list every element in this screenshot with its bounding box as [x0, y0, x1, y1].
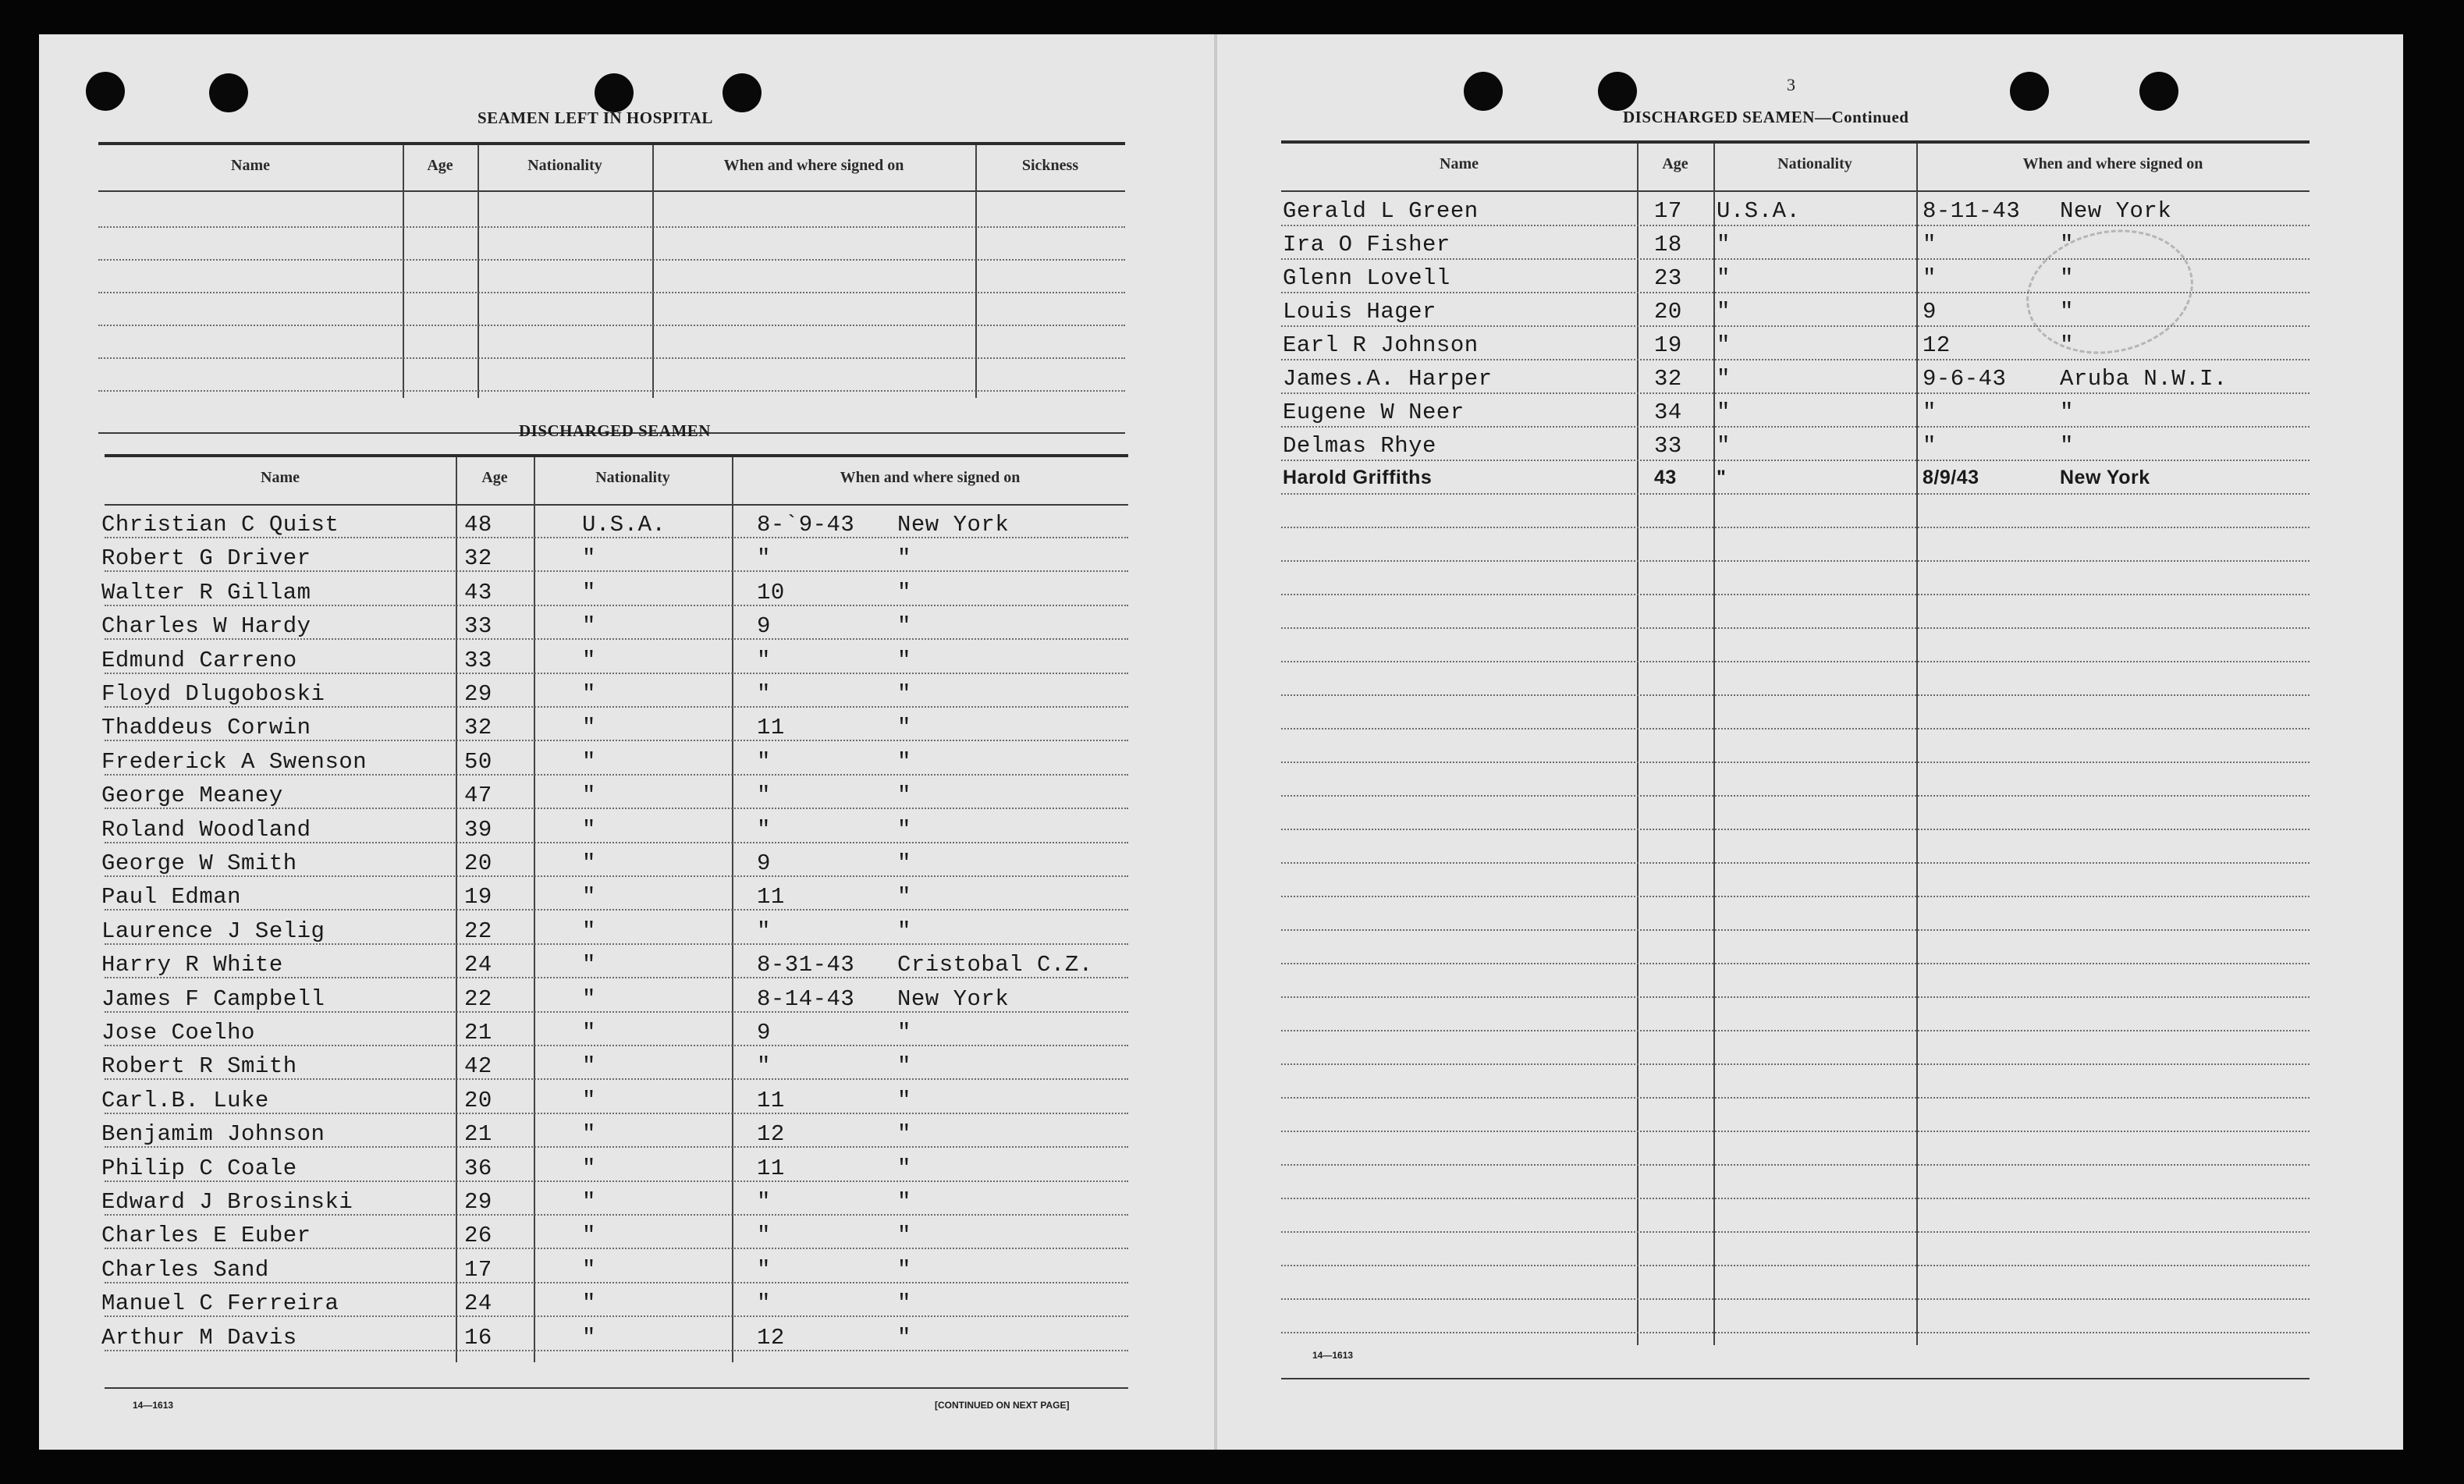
seaman-name: Christian C Quist [101, 512, 339, 538]
seaman-name: Edward J Brosinski [101, 1189, 353, 1215]
seaman-age: 33 [464, 647, 492, 673]
seaman-place: " [897, 647, 911, 673]
column-header: Age [427, 157, 453, 174]
page-number: 3 [1787, 75, 1795, 94]
punch-hole [2010, 72, 2049, 111]
seaman-name: Louis Hager [1283, 299, 1436, 325]
seaman-place: New York [897, 985, 1010, 1012]
seaman-age: 32 [1654, 366, 1682, 392]
seaman-age: 43 [1654, 467, 1677, 488]
seaman-place: " [2060, 299, 2074, 325]
seaman-name: Manuel C Ferreira [101, 1291, 339, 1317]
column-header: Age [481, 469, 508, 486]
seaman-nat: " [582, 647, 596, 673]
seaman-name: Gerald L Green [1283, 198, 1479, 224]
column-header: When and where signed on [723, 157, 904, 174]
seaman-age: 17 [1654, 198, 1682, 224]
column-header: Name [231, 157, 270, 174]
column-header: Name [261, 469, 300, 486]
seaman-place: " [897, 1223, 911, 1249]
title-main: DISCHARGED SEAMEN [1623, 108, 1815, 126]
seaman-name: Laurence J Selig [101, 918, 325, 944]
seaman-name: Roland Woodland [101, 816, 311, 843]
seaman-age: 29 [464, 681, 492, 707]
seaman-place: " [2060, 399, 2074, 425]
seaman-date: 12 [1923, 332, 1951, 358]
seaman-place: " [897, 1053, 911, 1080]
seaman-nat: " [582, 816, 596, 843]
seaman-date: " [757, 545, 771, 572]
seaman-nat: " [582, 715, 596, 741]
seaman-name: Benjamim Johnson [101, 1121, 325, 1148]
seaman-name: Charles W Hardy [101, 613, 311, 640]
seaman-nat: " [1717, 467, 1727, 488]
seaman-date: 11 [757, 1155, 785, 1181]
seaman-name: Carl.B. Luke [101, 1087, 269, 1113]
seaman-name: Paul Edman [101, 884, 242, 911]
form-number: 14—1613 [133, 1400, 174, 1411]
seaman-nat: " [582, 1087, 596, 1113]
seaman-place: " [897, 681, 911, 707]
column-header: Nationality [595, 469, 670, 486]
seaman-place: " [897, 783, 911, 809]
seaman-name: Frederick A Swenson [101, 748, 367, 775]
seaman-place: " [897, 1256, 911, 1283]
seaman-nat: " [582, 1256, 596, 1283]
seaman-age: 22 [464, 918, 492, 944]
seaman-nat: " [1717, 399, 1731, 425]
seaman-age: 24 [464, 1291, 492, 1317]
seaman-nat: " [582, 613, 596, 640]
seaman-name: Thaddeus Corwin [101, 715, 311, 741]
seaman-nat: " [1717, 299, 1731, 325]
form-number: 14—1613 [1312, 1350, 1354, 1361]
hospital-section-title: SEAMEN LEFT IN HOSPITAL [478, 108, 713, 127]
seaman-age: 20 [1654, 299, 1682, 325]
punch-hole [1598, 72, 1637, 111]
seaman-name: Arthur M Davis [101, 1324, 297, 1351]
seaman-nat: " [582, 918, 596, 944]
seaman-date: " [757, 647, 771, 673]
seaman-nat: " [1717, 265, 1731, 291]
seaman-place: " [2060, 232, 2074, 257]
seaman-age: 18 [1654, 232, 1682, 257]
seaman-date: 9 [757, 1020, 771, 1046]
seaman-age: 26 [464, 1223, 492, 1249]
seaman-date: " [757, 783, 771, 809]
discharged-continued-title [1623, 108, 1908, 127]
seaman-place: New York [2060, 467, 2150, 488]
hospital-table [98, 142, 1125, 438]
seaman-place: " [897, 1020, 911, 1046]
seaman-age: 42 [464, 1053, 492, 1080]
seaman-nat: " [582, 884, 596, 911]
seaman-nat: " [582, 985, 596, 1012]
seaman-date: " [757, 918, 771, 944]
seaman-date: " [757, 1189, 771, 1215]
seaman-age: 19 [1654, 332, 1682, 358]
seaman-name: Edmund Carreno [101, 647, 297, 673]
seaman-place: " [897, 1189, 911, 1215]
seaman-place: " [897, 1121, 911, 1148]
seaman-date: 9 [757, 850, 771, 876]
seaman-place: " [2060, 433, 2074, 459]
seaman-age: 36 [464, 1155, 492, 1181]
seaman-age: 21 [464, 1020, 492, 1046]
seaman-name: Robert R Smith [101, 1053, 297, 1080]
seaman-name: Charles E Euber [101, 1223, 311, 1249]
seaman-date: 11 [757, 884, 785, 911]
seaman-date: " [757, 1256, 771, 1283]
seaman-name: James F Campbell [101, 985, 325, 1012]
seaman-date: 11 [757, 715, 785, 741]
seaman-place: " [897, 579, 911, 605]
column-header: When and where signed on [2022, 155, 2203, 172]
seaman-name: James.A. Harper [1283, 366, 1493, 392]
seaman-name: Delmas Rhye [1283, 433, 1436, 459]
seaman-date: " [757, 816, 771, 843]
seaman-date: 8/9/43 [1923, 467, 1979, 488]
seaman-name: Earl R Johnson [1283, 332, 1479, 358]
column-header: Nationality [527, 157, 602, 174]
seaman-name: Charles Sand [101, 1256, 269, 1283]
seaman-place: " [897, 748, 911, 775]
seaman-nat: " [1717, 366, 1731, 392]
seaman-nat: U.S.A. [1717, 198, 1801, 224]
seaman-age: 33 [1654, 433, 1682, 459]
column-header: Sickness [1021, 157, 1079, 174]
seaman-date: 9 [757, 613, 771, 640]
seaman-date: " [757, 1291, 771, 1317]
seaman-name: Glenn Lovell [1283, 265, 1450, 291]
seaman-age: 34 [1654, 399, 1682, 425]
seaman-age: 48 [464, 512, 492, 538]
seaman-nat: " [582, 681, 596, 707]
seaman-age: 29 [464, 1189, 492, 1215]
seaman-place: " [897, 850, 911, 876]
seaman-name: George Meaney [101, 783, 283, 809]
seaman-age: 16 [464, 1324, 492, 1351]
seaman-date: 8-`9-43 [757, 512, 855, 538]
seaman-date: 8-14-43 [757, 985, 855, 1012]
seaman-age: 24 [464, 952, 492, 978]
seaman-place: " [2060, 332, 2074, 358]
seaman-nat: " [582, 1291, 596, 1317]
seaman-age: 17 [464, 1256, 492, 1283]
seaman-nat: " [582, 1189, 596, 1215]
seaman-place: " [897, 816, 911, 843]
seaman-age: 23 [1654, 265, 1682, 291]
seaman-age: 50 [464, 748, 492, 775]
seaman-nat: " [1717, 232, 1731, 257]
seaman-age: 32 [464, 545, 492, 572]
punch-hole [2139, 72, 2178, 111]
seaman-date: " [757, 1223, 771, 1249]
seaman-age: 21 [464, 1121, 492, 1148]
seaman-nat: " [582, 783, 596, 809]
seaman-place: " [897, 715, 911, 741]
title-continued: —Continued [1814, 108, 1909, 126]
seaman-place: Cristobal C.Z. [897, 952, 1093, 978]
punch-hole [209, 73, 248, 112]
seaman-nat: " [582, 1223, 596, 1249]
seaman-date: " [1923, 399, 1937, 425]
seaman-date: 9-6-43 [1923, 366, 2007, 392]
seaman-date: " [1923, 232, 1937, 257]
punch-hole [86, 72, 125, 111]
seaman-nat: " [582, 850, 596, 876]
column-header: Nationality [1777, 155, 1852, 172]
seaman-nat: " [582, 1053, 596, 1080]
column-header: When and where signed on [840, 469, 1021, 486]
seaman-place: " [897, 1087, 911, 1113]
seaman-date: 8-11-43 [1923, 198, 2021, 224]
seaman-place: " [897, 545, 911, 572]
punch-hole [1464, 72, 1503, 111]
seaman-age: 20 [464, 850, 492, 876]
seaman-name: Eugene W Neer [1283, 399, 1465, 425]
seaman-age: 32 [464, 715, 492, 741]
discharged-section-title: DISCHARGED SEAMEN [519, 421, 711, 440]
seaman-place: " [897, 613, 911, 640]
seaman-name: Ira O Fisher [1283, 232, 1450, 257]
seaman-date: 8-31-43 [757, 952, 855, 978]
seaman-nat: " [1717, 433, 1731, 459]
seaman-name: Floyd Dlugoboski [101, 681, 325, 707]
seaman-nat: " [582, 1121, 596, 1148]
column-header: Age [1662, 155, 1688, 172]
seaman-nat: " [582, 1155, 596, 1181]
seaman-name: Walter R Gillam [101, 579, 311, 605]
seaman-nat: " [582, 1324, 596, 1351]
seaman-name: Harold Griffiths [1283, 467, 1433, 488]
column-header: Name [1440, 155, 1479, 172]
seaman-place: " [897, 1291, 911, 1317]
punch-hole [723, 73, 762, 112]
seaman-place: " [2060, 265, 2074, 291]
seaman-age: 39 [464, 816, 492, 843]
seaman-name: Harry R White [101, 952, 283, 978]
seaman-name: Robert G Driver [101, 545, 311, 572]
seaman-name: Jose Coelho [101, 1020, 255, 1046]
seaman-date: 12 [757, 1121, 785, 1148]
seaman-nat: " [582, 748, 596, 775]
seaman-date: 12 [757, 1324, 785, 1351]
seaman-place: " [897, 884, 911, 911]
punch-hole [595, 73, 634, 112]
seaman-age: 19 [464, 884, 492, 911]
seaman-place: Aruba N.W.I. [2060, 366, 2228, 392]
right-page [1217, 34, 2403, 1450]
seaman-date: " [757, 748, 771, 775]
seaman-age: 33 [464, 613, 492, 640]
seaman-age: 20 [464, 1087, 492, 1113]
seaman-date: " [1923, 433, 1937, 459]
seaman-age: 43 [464, 579, 492, 605]
seaman-nat: U.S.A. [582, 512, 666, 538]
seaman-nat: " [582, 545, 596, 572]
seaman-date: 10 [757, 579, 785, 605]
seaman-name: George W Smith [101, 850, 297, 876]
seaman-date: " [757, 681, 771, 707]
seaman-date: " [757, 1053, 771, 1080]
seaman-place: " [897, 918, 911, 944]
seaman-place: " [897, 1324, 911, 1351]
seaman-age: 22 [464, 985, 492, 1012]
seaman-nat: " [1717, 332, 1731, 358]
seaman-place: New York [897, 512, 1010, 538]
seaman-date: " [1923, 265, 1937, 291]
seaman-place: " [897, 1155, 911, 1181]
seaman-date: 9 [1923, 299, 1937, 325]
seaman-age: 47 [464, 783, 492, 809]
seaman-nat: " [582, 952, 596, 978]
left-page [39, 34, 1219, 1450]
seaman-nat: " [582, 1020, 596, 1046]
seaman-nat: " [582, 579, 596, 605]
continued-note: [CONTINUED ON NEXT PAGE] [935, 1400, 1070, 1411]
seaman-date: 11 [757, 1087, 785, 1113]
seaman-place: New York [2060, 198, 2172, 224]
seaman-name: Philip C Coale [101, 1155, 297, 1181]
